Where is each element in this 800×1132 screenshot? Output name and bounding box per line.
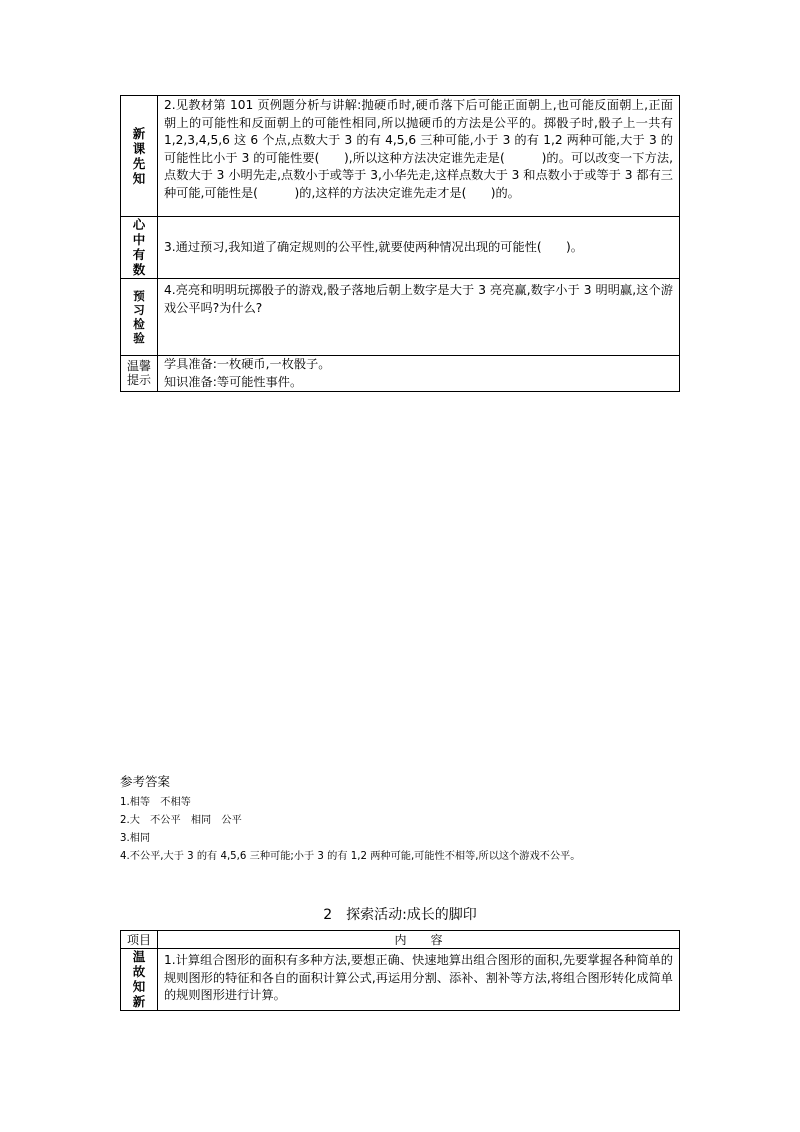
row-text: 1.计算组合图形的面积有多种方法,要想正确、快速地算出组合图形的面积,先要掌握各种简单的规则图形的特征和各自的面积计算公式,再运用分割、添补、割补等方法,将组合图形转化成简单的规则图形进行计算。 (164, 953, 673, 1003)
tip-line-2: 知识准备:等可能性事件。 (164, 374, 303, 389)
answers-title: 参考答案 (120, 774, 171, 789)
row-tips (121, 356, 680, 392)
section-title: 2 探索活动:成长的脚印 (323, 907, 477, 923)
content-cell (158, 949, 680, 1011)
row-text: 4.亮亮和明明玩掷骰子的游戏,骰子落地后朝上数字是大于 3 亮亮赢,数字小于 3 明明赢,这个游戏公平吗?为什么? (164, 283, 673, 315)
row-label: 预习检验 (133, 288, 145, 345)
answer-line: 2.大 不公平 相同 公平 (120, 815, 242, 826)
row-new-lesson (121, 96, 680, 217)
row-review (121, 949, 680, 1011)
label-cell (121, 356, 158, 392)
answer-line: 1.相等 不相等 (120, 797, 191, 808)
content-cell (158, 356, 680, 392)
row-label: 心中有数 (132, 217, 146, 277)
row-mind (121, 217, 680, 279)
header-col-content: 内 容 (158, 931, 680, 949)
row-text: 2.见教材第 101 页例题分析与讲解:抛硬币时,硬币落下后可能正面朝上,也可能反面朝上,正面朝上的可能性和反面朝上的可能性相同,所以抛硬币的方法是公平的。掷骰子时,骰子上一共有 1,2,3,4,5,6 这 6 个点,点数大于 3 的有 4,5,6 三种可能,小于 3 的有 1,2 两种可能,大于 3 的可能性比小于 3 的可能性要( ),所以这种方法决定谁先走是( )的。可以改变一下方法,点数大于 3 小明先走,点数小于或等于 3,小华先走,这样点数大于 3 和点数小于或等于 3 都有三种可能,可能性是( )的,这样的方法决定谁先走才是( )的。 (164, 98, 673, 200)
label-cell (121, 96, 158, 217)
label-cell (121, 279, 158, 356)
label-cell (121, 949, 158, 1011)
label-cell (121, 217, 158, 279)
table-section2 (120, 930, 680, 1011)
row-label: 新课先知 (132, 125, 146, 186)
row-label: 温馨提示 (126, 359, 151, 388)
content-cell (158, 96, 680, 217)
row-check (121, 279, 680, 356)
table-header-row (121, 931, 680, 949)
tip-line-1: 学具准备:一枚硬币,一枚骰子。 (164, 357, 331, 371)
content-cell (158, 279, 680, 356)
answer-line: 3.相同 (120, 833, 151, 844)
row-label: 温故知新 (132, 949, 146, 1009)
header-col-item: 项目 (121, 931, 158, 949)
content-cell (158, 217, 680, 279)
table-preview (120, 95, 680, 392)
answer-line: 4.不公平,大于 3 的有 4,5,6 三种可能;小于 3 的有 1,2 两种可能,可能性不相等,所以这个游戏不公平。 (120, 851, 581, 862)
row-text: 3.通过预习,我知道了确定规则的公平性,就要使两种情况出现的可能性( )。 (164, 239, 583, 254)
reference-answers (120, 773, 580, 866)
